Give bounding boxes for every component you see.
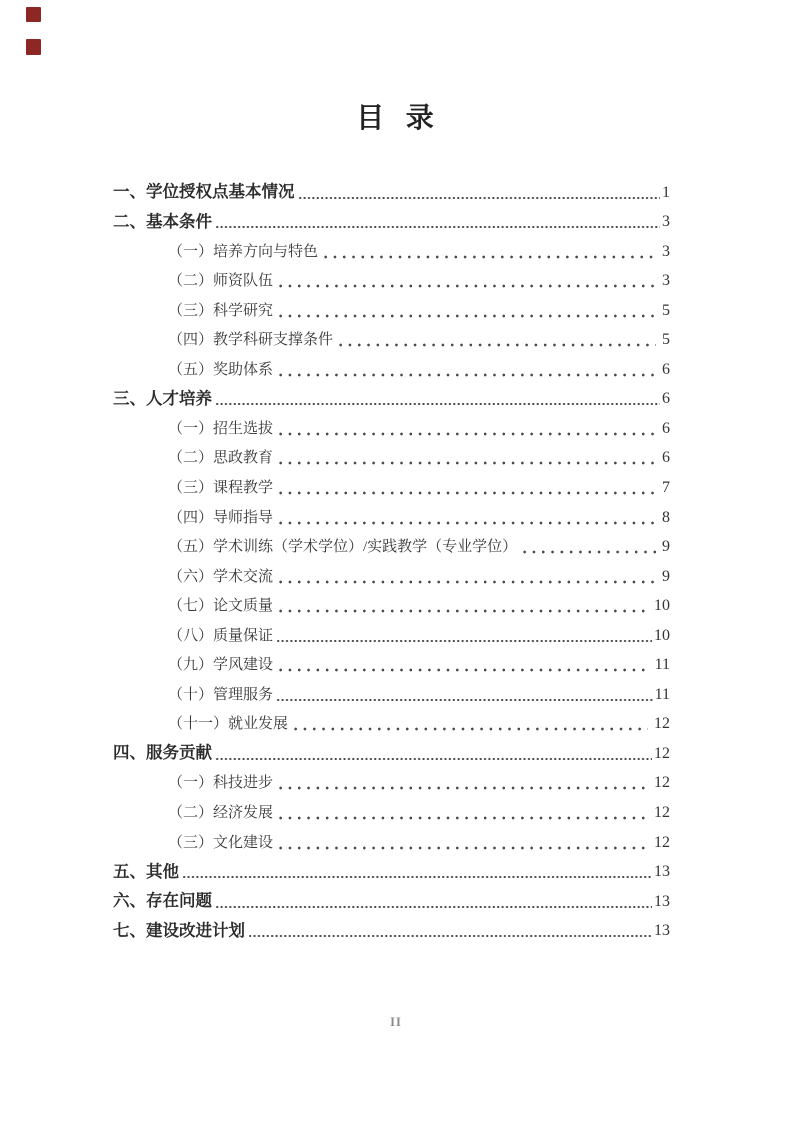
toc-entry[interactable] xyxy=(113,739,670,769)
toc-entry[interactable] xyxy=(113,769,670,799)
toc-entry-page: 10 xyxy=(654,626,670,644)
toc-entry-page: 3 xyxy=(662,213,670,231)
toc-entry[interactable] xyxy=(113,710,670,740)
toc-entry-page: 9 xyxy=(662,567,670,585)
dot-leader xyxy=(276,798,648,828)
toc-entry-page: 13 xyxy=(654,863,670,881)
toc-entry-label: （四）导师指导 xyxy=(168,509,274,526)
toc-entry-label: （四）教学科研支撑条件 xyxy=(168,332,334,349)
toc-entry-label: 五、其他 xyxy=(113,862,179,881)
dot-leader xyxy=(291,710,648,740)
toc-entry-page: 12 xyxy=(654,774,670,792)
dot-leader xyxy=(276,414,656,444)
dot-leader xyxy=(182,858,652,888)
toc-entry[interactable] xyxy=(113,355,670,385)
toc-entry[interactable] xyxy=(113,917,670,947)
toc-entry[interactable] xyxy=(113,326,670,356)
toc-entry-label: （六）学术交流 xyxy=(168,568,274,585)
toc-entry-label: 六、存在问题 xyxy=(113,892,212,911)
toc-entry-page: 10 xyxy=(654,597,670,615)
toc-entry-page: 13 xyxy=(654,892,670,910)
toc-entry-label: 一、学位授权点基本情况 xyxy=(113,183,295,202)
toc-entry-page: 13 xyxy=(654,922,670,940)
toc-entry-page: 12 xyxy=(654,744,670,762)
toc-entry-page: 6 xyxy=(662,419,670,437)
toc-entry-label: 二、基本条件 xyxy=(113,212,212,231)
toc-entry[interactable] xyxy=(113,178,670,208)
red-stamp-mark xyxy=(26,39,41,55)
toc-entry-page: 6 xyxy=(662,449,670,467)
dot-leader xyxy=(276,680,653,710)
toc-entry-label: 七、建设改进计划 xyxy=(113,921,245,940)
toc-entry-label: （五）学术训练（学术学位）/实践教学（专业学位） xyxy=(168,539,518,556)
toc-entry-page: 7 xyxy=(662,479,670,497)
toc-entry-label: （十一）就业发展 xyxy=(168,716,289,733)
dot-leader xyxy=(321,237,656,267)
toc-entry[interactable] xyxy=(113,562,670,592)
toc-entry-label: （九）学风建设 xyxy=(168,657,274,674)
toc-entry-label: （七）论文质量 xyxy=(168,598,274,615)
toc-entry-page: 11 xyxy=(654,685,670,703)
dot-leader xyxy=(520,533,656,563)
dot-leader xyxy=(276,473,656,503)
dot-leader xyxy=(276,769,648,799)
toc-entry-page: 12 xyxy=(654,715,670,733)
dot-leader xyxy=(215,208,660,238)
toc-entry[interactable] xyxy=(113,798,670,828)
toc-entry-page: 5 xyxy=(662,331,670,349)
dot-leader xyxy=(215,887,652,917)
toc-entry[interactable] xyxy=(113,385,670,415)
dot-leader xyxy=(276,355,656,385)
toc-entry-label: （三）课程教学 xyxy=(168,480,274,497)
toc-entry[interactable] xyxy=(113,621,670,651)
toc-entry[interactable] xyxy=(113,296,670,326)
toc-entry-page: 3 xyxy=(662,242,670,260)
dot-leader xyxy=(276,562,656,592)
dot-leader xyxy=(276,651,649,681)
toc-entry-page: 12 xyxy=(654,833,670,851)
toc-entry-page: 11 xyxy=(654,656,670,674)
toc-entry[interactable] xyxy=(113,533,670,563)
toc-entry[interactable] xyxy=(113,267,670,297)
toc-entry[interactable] xyxy=(113,237,670,267)
toc-entry-label: （一）招生选拔 xyxy=(168,420,274,437)
toc-entry[interactable] xyxy=(113,444,670,474)
dot-leader xyxy=(276,828,648,858)
toc-entry[interactable] xyxy=(113,828,670,858)
toc-entry-label: （二）思政教育 xyxy=(168,450,274,467)
toc-entry[interactable] xyxy=(113,473,670,503)
toc-entry-label: 三、人才培养 xyxy=(113,389,212,408)
toc-entry-label: （八）质量保证 xyxy=(168,627,274,644)
toc xyxy=(113,178,670,946)
toc-entry-label: （一）科技进步 xyxy=(168,775,274,792)
toc-entry-label: （三）科学研究 xyxy=(168,302,274,319)
dot-leader xyxy=(248,917,652,947)
toc-entry[interactable] xyxy=(113,887,670,917)
toc-entry-page: 1 xyxy=(662,183,670,201)
dot-leader xyxy=(276,267,656,297)
toc-entry-page: 12 xyxy=(654,804,670,822)
toc-entry-label: （十）管理服务 xyxy=(168,686,274,703)
red-stamp-mark xyxy=(26,7,41,22)
toc-entry-page: 6 xyxy=(662,390,670,408)
toc-entry-label: （三）文化建设 xyxy=(168,834,274,851)
dot-leader xyxy=(215,739,652,769)
page-title: 目 录 xyxy=(356,102,436,133)
dot-leader xyxy=(276,503,656,533)
dot-leader xyxy=(276,296,656,326)
dot-leader xyxy=(276,444,656,474)
toc-entry-page: 6 xyxy=(662,360,670,378)
toc-entry[interactable] xyxy=(113,414,670,444)
toc-entry[interactable] xyxy=(113,208,670,238)
toc-entry[interactable] xyxy=(113,503,670,533)
dot-leader xyxy=(276,621,652,651)
toc-entry-page: 5 xyxy=(662,301,670,319)
toc-entry-page: 3 xyxy=(662,272,670,290)
dot-leader xyxy=(276,592,648,622)
toc-entry[interactable] xyxy=(113,858,670,888)
toc-entry-label: （二）师资队伍 xyxy=(168,273,274,290)
page-number: II xyxy=(390,1015,402,1029)
dot-leader xyxy=(215,385,660,415)
dot-leader xyxy=(336,326,656,356)
dot-leader xyxy=(298,178,661,208)
toc-entry-page: 8 xyxy=(662,508,670,526)
toc-entry[interactable] xyxy=(113,592,670,622)
toc-entry-page: 9 xyxy=(662,538,670,556)
toc-entry-label: （五）奖助体系 xyxy=(168,361,274,378)
toc-entry[interactable] xyxy=(113,651,670,681)
toc-entry[interactable] xyxy=(113,680,670,710)
toc-entry-label: （二）经济发展 xyxy=(168,805,274,822)
toc-entry-label: 四、服务贡献 xyxy=(113,744,212,763)
toc-entry-label: （一）培养方向与特色 xyxy=(168,243,319,260)
